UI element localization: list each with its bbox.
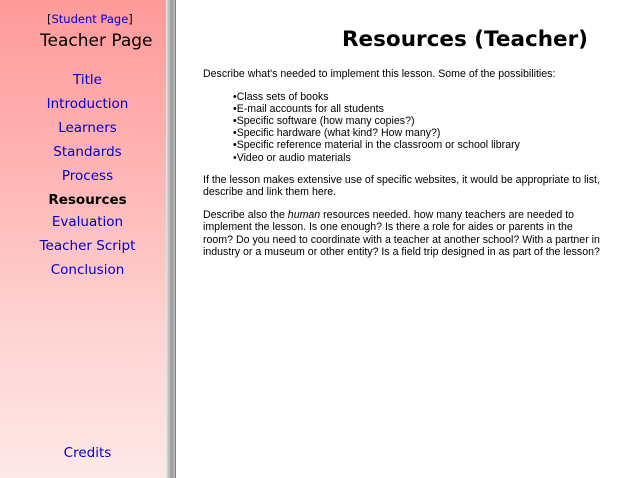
nav-evaluation-link[interactable]: Evaluation: [51, 214, 124, 230]
intro-paragraph: Describe what's needed to implement this lesson. Some of the possibilities:: [203, 68, 556, 80]
para3-after: resources needed. how many teachers are needed to implement the lesson. Is one enough? Is there a role for aides or parents in the room? Do you need to coordinate with a teacher at another school? With a partner in industry or a museum or other entity? Is a field trip designed in as part of the lesson?: [203, 208, 600, 259]
student-page-link[interactable]: Student Page: [51, 12, 129, 26]
main-content: [203, 68, 601, 259]
list-item: •Specific hardware (what kind? How many?): [233, 127, 441, 140]
nav-introduction-link[interactable]: Introduction: [46, 96, 129, 112]
list-item: •E-mail accounts for all students: [233, 102, 384, 115]
human-resources-paragraph: [203, 209, 601, 259]
page-title: Resources (Teacher): [342, 27, 589, 52]
para3-emphasis: human: [287, 208, 321, 221]
nav-standards-link[interactable]: Standards: [53, 144, 122, 160]
nav-resources-current: Resources: [48, 192, 127, 208]
list-item: •Class sets of books: [233, 90, 329, 103]
resource-list: [203, 91, 601, 164]
para3-before: Describe also the: [203, 208, 288, 221]
sidebar-divider-line: [175, 0, 176, 478]
nav-title-link[interactable]: Title: [73, 72, 102, 88]
nav-learners-link[interactable]: Learners: [58, 120, 117, 136]
list-item: •Video or audio materials: [233, 151, 351, 164]
nav-process-link[interactable]: Process: [61, 168, 114, 184]
nav-credits-link[interactable]: Credits: [63, 445, 112, 461]
nav-conclusion-link[interactable]: Conclusion: [50, 262, 125, 278]
bracket-open: [: [47, 12, 52, 26]
list-item: •Specific software (how many copies?): [233, 114, 415, 127]
list-item: •Specific reference material in the classroom or school library: [233, 139, 520, 152]
student-page-link-wrapper: [47, 12, 133, 26]
websites-paragraph: If the lesson makes extensive use of specific websites, it would be appropriate to list, describe and link them here.: [203, 173, 600, 199]
bracket-close: ]: [128, 12, 133, 26]
nav-teacher-script-link[interactable]: Teacher Script: [39, 238, 136, 254]
teacher-page-heading: Teacher Page: [40, 31, 153, 51]
